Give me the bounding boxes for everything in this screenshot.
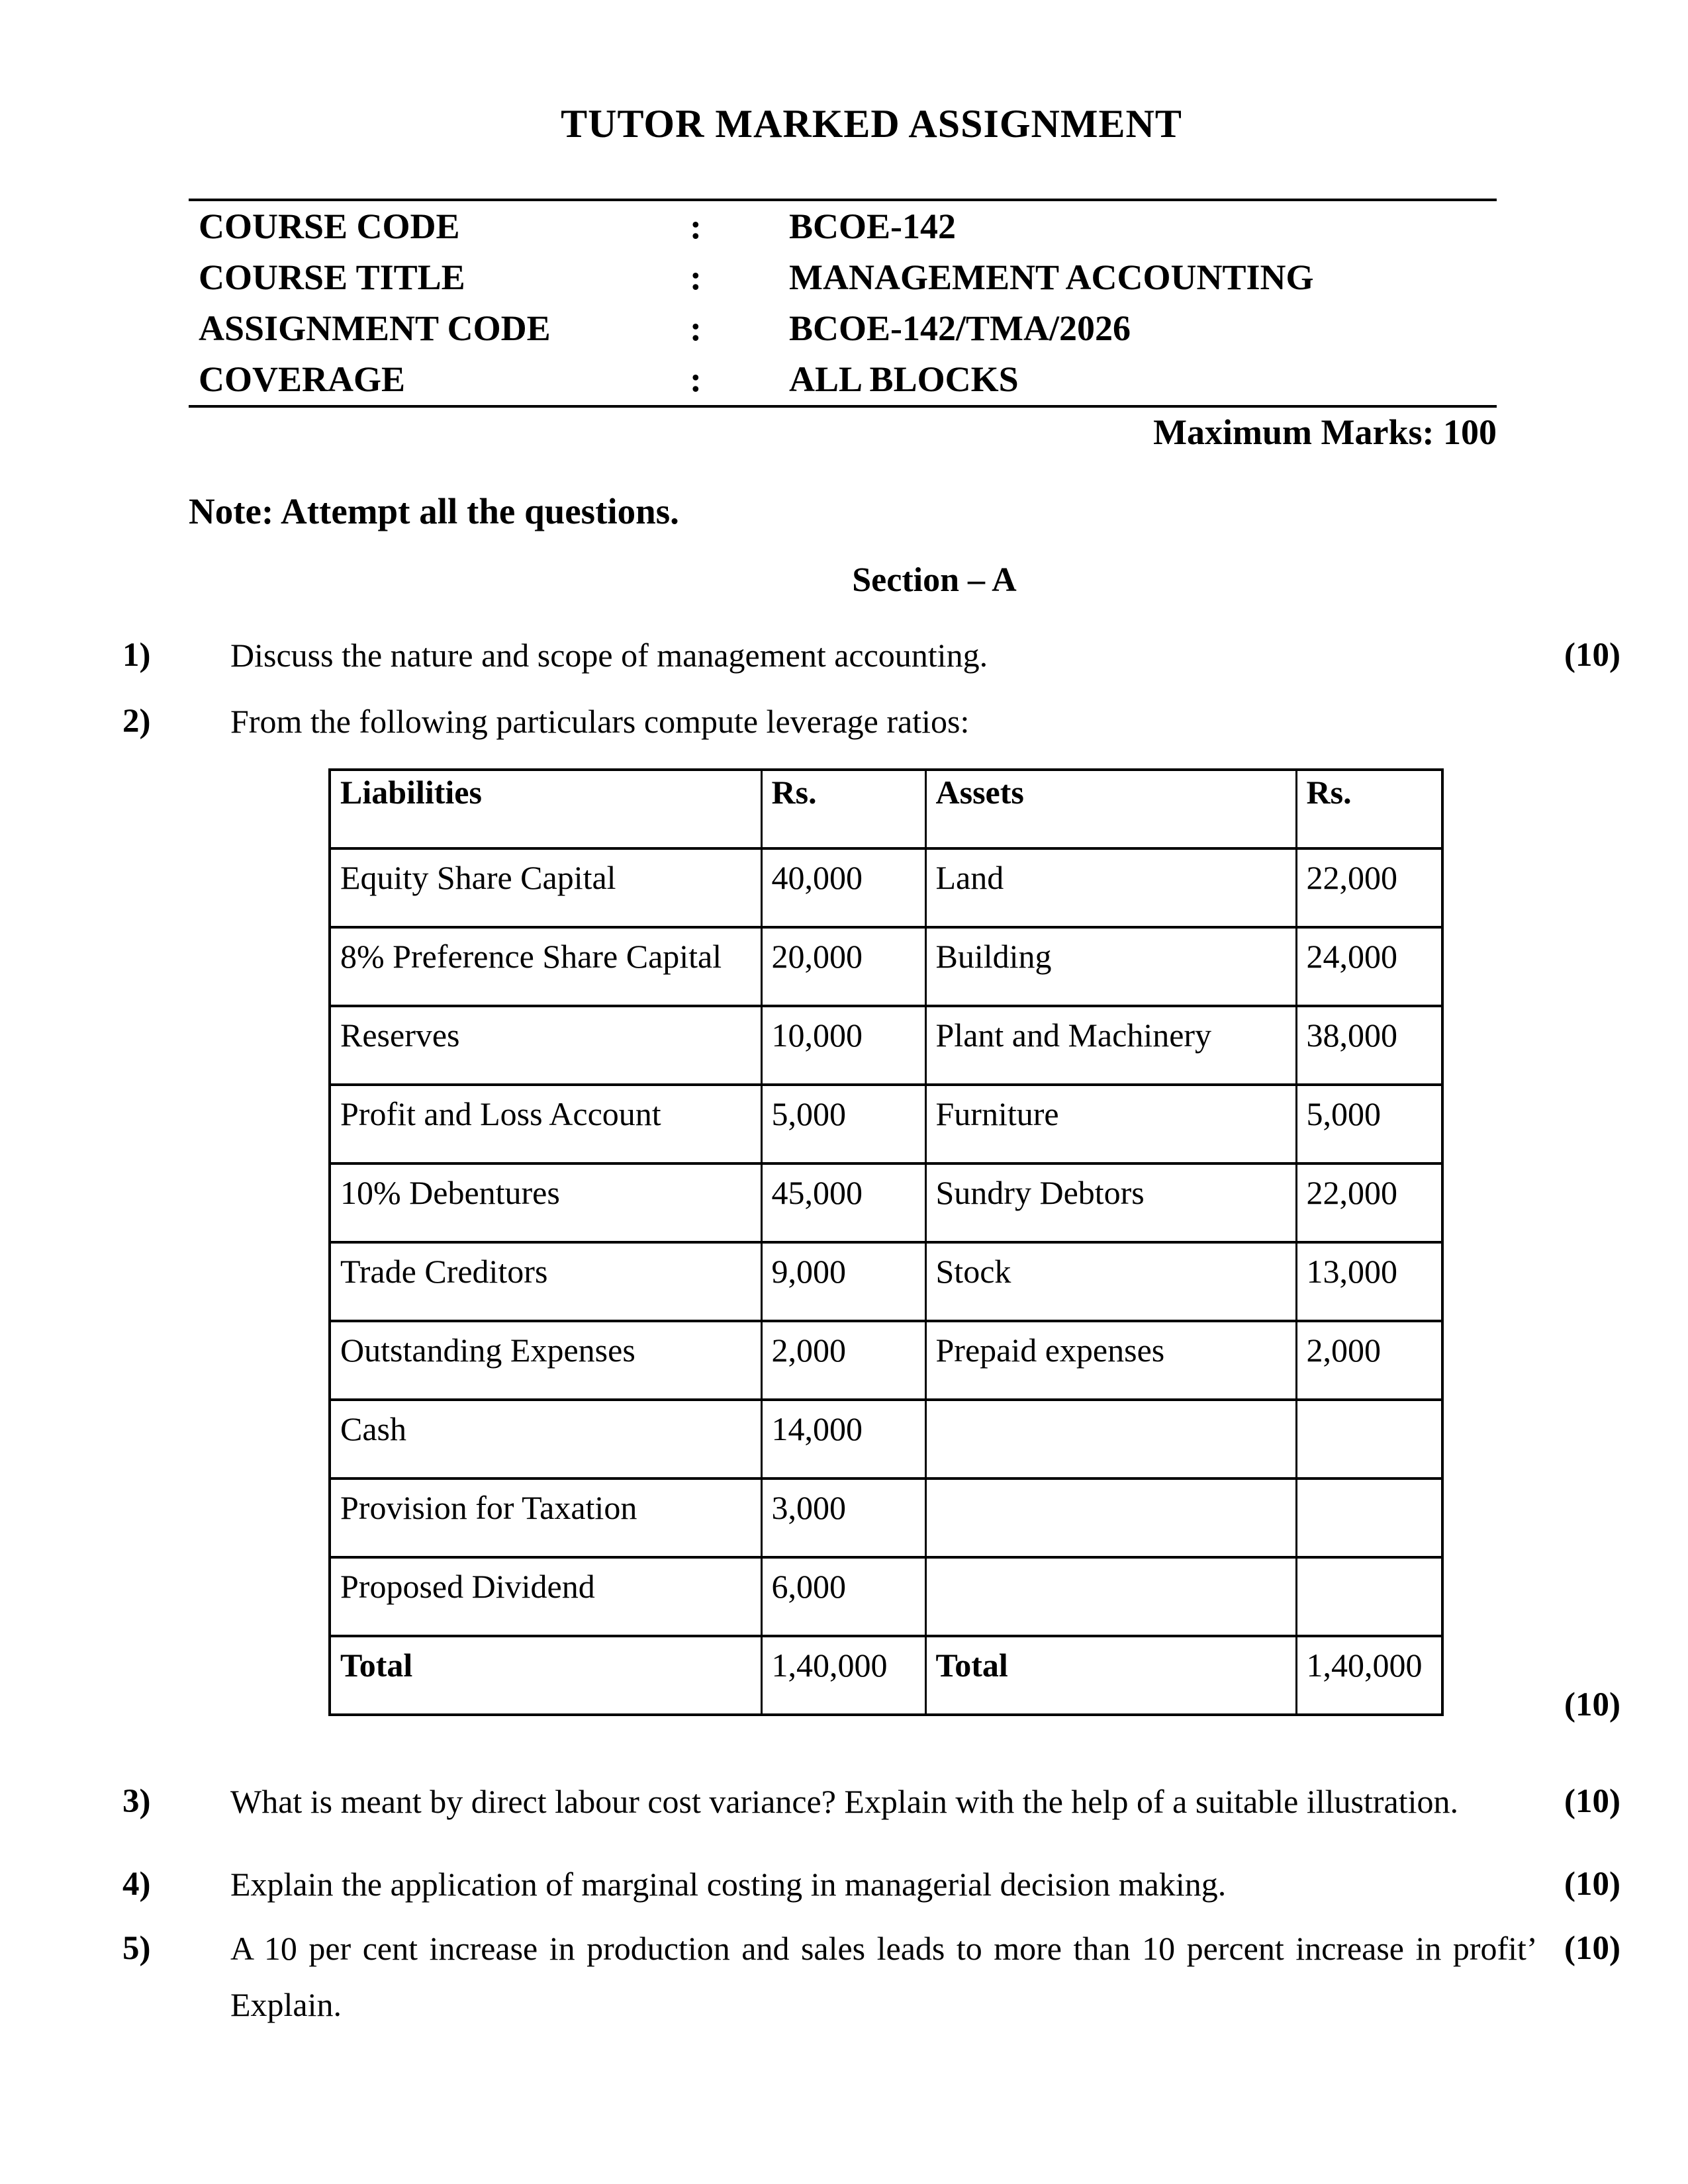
table-cell: Trade Creditors — [330, 1242, 761, 1321]
question-2 — [122, 698, 1620, 745]
table-cell: Profit and Loss Account — [330, 1085, 761, 1163]
table-cell: 6,000 — [761, 1557, 925, 1636]
page-title: TUTOR MARKED ASSIGNMENT — [561, 102, 1182, 146]
question-5 — [122, 1921, 1620, 2033]
table-header-row — [330, 770, 1442, 848]
table-header-cell: Assets — [925, 770, 1296, 848]
table-cell: 2,000 — [761, 1321, 925, 1400]
table-cell: Proposed Dividend — [330, 1557, 761, 1636]
question-marks: (10) — [1564, 1866, 1620, 1903]
question-2-marks: (10) — [1564, 1686, 1620, 1723]
table-row — [330, 1479, 1442, 1557]
table-cell: 2,000 — [1296, 1321, 1442, 1400]
colon-separator: : — [690, 308, 702, 348]
course-info-label: COURSE TITLE — [199, 257, 465, 297]
table-cell: Stock — [925, 1242, 1296, 1321]
course-info-row — [189, 303, 1497, 354]
course-info-label: COURSE CODE — [199, 206, 460, 246]
question-text-line: A 10 per cent increase in production and sales leads to more than 10 percent increase in profit’ — [230, 1930, 1538, 1967]
question-marks: (10) — [1564, 1783, 1620, 1820]
table-cell: Total — [330, 1636, 761, 1715]
course-info-value: ALL BLOCKS — [789, 359, 1019, 399]
question-3 — [122, 1778, 1620, 1825]
table-row — [330, 1085, 1442, 1163]
question-1 — [122, 632, 1620, 678]
table-row — [330, 1321, 1442, 1400]
table-header-cell: Liabilities — [330, 770, 761, 848]
table-cell — [925, 1400, 1296, 1479]
table-cell: Total — [925, 1636, 1296, 1715]
table-cell: Prepaid expenses — [925, 1321, 1296, 1400]
table-cell — [1296, 1400, 1442, 1479]
course-info-label: ASSIGNMENT CODE — [199, 308, 551, 348]
table-cell: 8% Preference Share Capital — [330, 927, 761, 1006]
table-cell: 13,000 — [1296, 1242, 1442, 1321]
table-row — [330, 1400, 1442, 1479]
note: Note: Attempt all the questions. — [189, 491, 679, 531]
table-cell: Equity Share Capital — [330, 848, 761, 927]
table-row — [330, 1242, 1442, 1321]
colon-separator: : — [690, 359, 702, 399]
table-cell: Building — [925, 927, 1296, 1006]
table-cell: Cash — [330, 1400, 761, 1479]
table-cell: Outstanding Expenses — [330, 1321, 761, 1400]
table-cell: Furniture — [925, 1085, 1296, 1163]
question-text: From the following particulars compute leverage ratios: — [230, 703, 970, 740]
table-cell: 1,40,000 — [1296, 1636, 1442, 1715]
table-cell: 40,000 — [761, 848, 925, 927]
question-4 — [122, 1861, 1620, 1907]
table-cell — [1296, 1557, 1442, 1636]
question-number: 5) — [122, 1930, 151, 1967]
course-info-table — [189, 199, 1497, 408]
course-info-value: BCOE-142 — [789, 206, 957, 246]
table-cell: 22,000 — [1296, 1163, 1442, 1242]
table-total-row — [330, 1636, 1442, 1715]
table-row — [330, 848, 1442, 927]
table-cell: 14,000 — [761, 1400, 925, 1479]
table-cell: 10,000 — [761, 1006, 925, 1085]
course-info-value: BCOE-142/TMA/2026 — [789, 308, 1131, 348]
table-cell: 5,000 — [1296, 1085, 1442, 1163]
question-number: 4) — [122, 1866, 151, 1903]
course-info-value: MANAGEMENT ACCOUNTING — [789, 257, 1314, 297]
table-cell: 38,000 — [1296, 1006, 1442, 1085]
table-cell — [925, 1479, 1296, 1557]
table-cell: 1,40,000 — [761, 1636, 925, 1715]
table-row — [330, 1557, 1442, 1636]
question-text: Discuss the nature and scope of management accounting. — [230, 637, 988, 674]
table-cell: 20,000 — [761, 927, 925, 1006]
table-row — [330, 1006, 1442, 1085]
course-info-row — [189, 354, 1497, 405]
table-header-cell: Rs. — [761, 770, 925, 848]
table-cell: 22,000 — [1296, 848, 1442, 927]
question-text: Explain the application of marginal costing in managerial decision making. — [230, 1866, 1227, 1903]
table-cell: 9,000 — [761, 1242, 925, 1321]
section-heading: Section – A — [852, 561, 1017, 599]
table-header-cell: Rs. — [1296, 770, 1442, 848]
colon-separator: : — [690, 206, 702, 246]
table-cell — [925, 1557, 1296, 1636]
table-cell: Provision for Taxation — [330, 1479, 761, 1557]
question-marks: (10) — [1564, 637, 1620, 674]
course-info-row — [189, 201, 1497, 252]
table-row — [330, 927, 1442, 1006]
question-number: 3) — [122, 1783, 151, 1820]
maximum-marks: Maximum Marks: 100 — [1153, 412, 1497, 452]
question-marks: (10) — [1564, 1930, 1620, 1967]
table-row — [330, 1163, 1442, 1242]
table-cell: Land — [925, 848, 1296, 927]
table-cell: 24,000 — [1296, 927, 1442, 1006]
table-cell — [1296, 1479, 1442, 1557]
table-section — [122, 768, 1620, 1723]
question-text-continuation: Explain. — [230, 1986, 342, 2023]
question-text — [230, 1921, 1542, 2033]
table-cell: Plant and Machinery — [925, 1006, 1296, 1085]
table-cell: 5,000 — [761, 1085, 925, 1163]
colon-separator: : — [690, 257, 702, 297]
question-text: What is meant by direct labour cost variance? Explain with the help of a suitable illustration. — [230, 1783, 1458, 1820]
question-number: 1) — [122, 637, 151, 674]
course-info-label: COVERAGE — [199, 359, 406, 399]
table-cell: Sundry Debtors — [925, 1163, 1296, 1242]
table-cell: 45,000 — [761, 1163, 925, 1242]
table-cell: 10% Debentures — [330, 1163, 761, 1242]
leverage-ratios-table — [328, 768, 1444, 1716]
table-cell: 3,000 — [761, 1479, 925, 1557]
question-number: 2) — [122, 703, 151, 740]
course-info-row — [189, 252, 1497, 303]
table-cell: Reserves — [330, 1006, 761, 1085]
